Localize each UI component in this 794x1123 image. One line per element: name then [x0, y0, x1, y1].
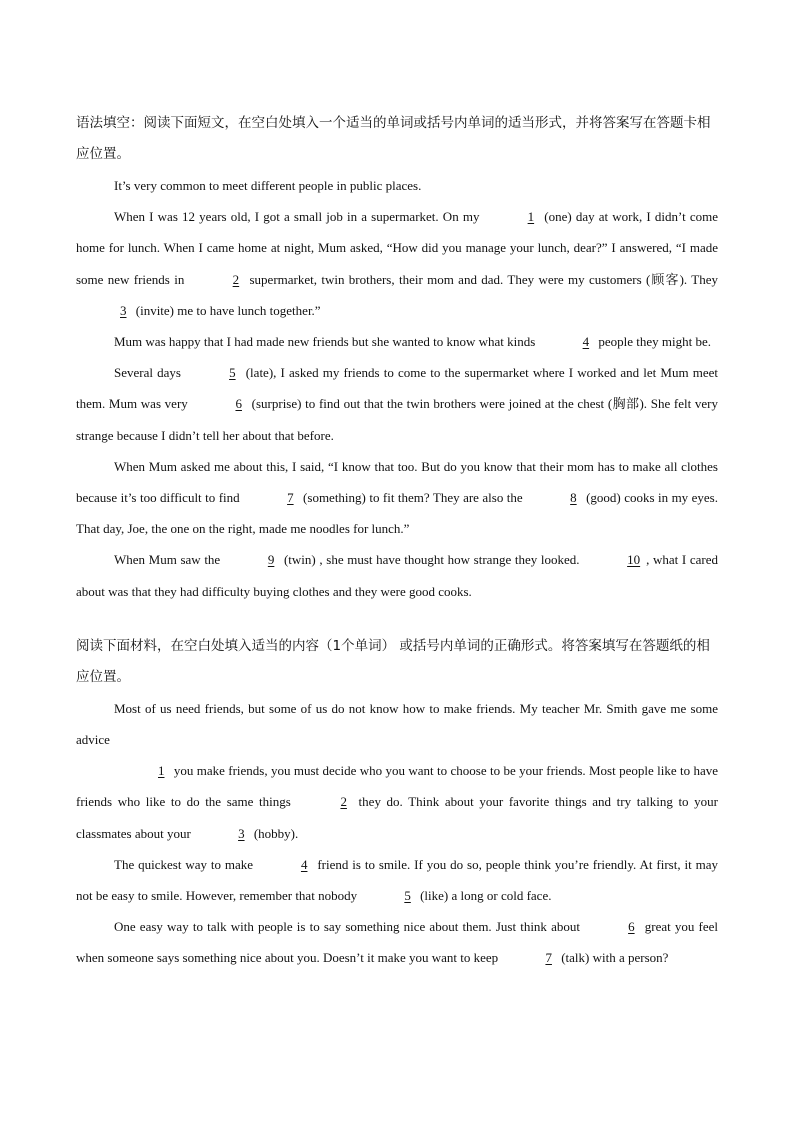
blank-10[interactable]: 10 [627, 552, 641, 568]
section1-paragraph-4: Several days 5 (late), I asked my friends to come to the supermarket where I worked and let Mum meet them. Mum was very 6 (surprise) to find out that the twin brothers were joined at the chest (胸部). She felt very strange because I didn’t tell her about that before. [76, 357, 718, 451]
s2-blank-3[interactable]: 3 [238, 825, 245, 841]
section1-paragraph-3: Mum was happy that I had made new friends but she wanted to know what kinds 4 people they might be. [76, 326, 718, 357]
section2-paragraph-2: 1 you make friends, you must decide who you want to choose to be your friends. Most people like to have friends who like to do the same things 2 they do. Think about your favorite things and try talking to your classmates about your 3 (hobby). [76, 755, 718, 849]
section2-paragraph-3: The quickest way to make 4 friend is to smile. If you do so, people think you’re friendly. At first, it may not be easy to smile. However, remember that nobody 5 (like) a long or cold face. [76, 849, 718, 911]
section2-paragraph-1: Most of us need friends, but some of us do not know how to make friends. My teacher Mr. Smith gave me some advice [76, 700, 718, 748]
blank-8[interactable]: 8 [570, 490, 577, 506]
section2-instruction: 阅读下面材料，在空白处填入适当的内容（1个单词） 或括号内单词的正确形式。将答案填写在答题纸的相应位置。 [76, 637, 710, 685]
section1-paragraph-2: When I was 12 years old, I got a small job in a supermarket. On my 1 (one) day at work, I didn’t come home for lunch. When I came home at night, Mum asked, “How did you manage your lunch, dear?” I answered, “I made some new friends in 2 supermarket, twin brothers, their mom and dad. They were my customers (顾客). They 3 (invite) me to have lunch together.” [76, 201, 718, 326]
blank-1[interactable]: 1 [527, 209, 535, 225]
blank-6[interactable]: 6 [235, 396, 242, 412]
blank-2[interactable]: 2 [232, 271, 240, 287]
section1-paragraph-6: When Mum saw the 9 (twin) , she must have thought how strange they looked. 10 , what I cared about was that they had difficulty buying clothes and they were good cooks. [76, 544, 718, 606]
blank-3[interactable]: 3 [120, 302, 127, 318]
section1-paragraph-5: When Mum asked me about this, I said, “I know that too. But do you know that their mom has to make all clothes because it’s too difficult to find 7 (something) to fit them? They are also the 8 (good) cooks in my eyes. That day, Joe, the one on the right, made me noodles for lunch.” [76, 458, 718, 537]
section1-instruction: 语法填空：阅读下面短文，在空白处填入一个适当的单词或括号内单词的适当形式，并将答案写在答题卡相应位置。 [76, 115, 711, 162]
blank-5[interactable]: 5 [229, 365, 236, 381]
section2-paragraph-4: One easy way to talk with people is to say something nice about them. Just think about 6 great you feel when someone says something nice about you. Doesn’t it make you want to keep 7 (talk) with a person? [76, 911, 718, 973]
s2-blank-4[interactable]: 4 [300, 856, 308, 872]
s2-blank-5[interactable]: 5 [404, 888, 411, 904]
worksheet-page [76, 108, 718, 974]
section-gap [76, 607, 718, 631]
section1-paragraph-1: It’s very common to meet different people in public places. [114, 178, 422, 193]
s2-blank-6[interactable]: 6 [628, 919, 635, 935]
blank-9[interactable]: 9 [267, 552, 275, 568]
blank-4[interactable]: 4 [582, 334, 590, 350]
s2-blank-1[interactable]: 1 [158, 763, 165, 779]
blank-7[interactable]: 7 [287, 490, 294, 506]
s2-blank-2[interactable]: 2 [340, 794, 347, 810]
s2-blank-7[interactable]: 7 [545, 950, 552, 966]
